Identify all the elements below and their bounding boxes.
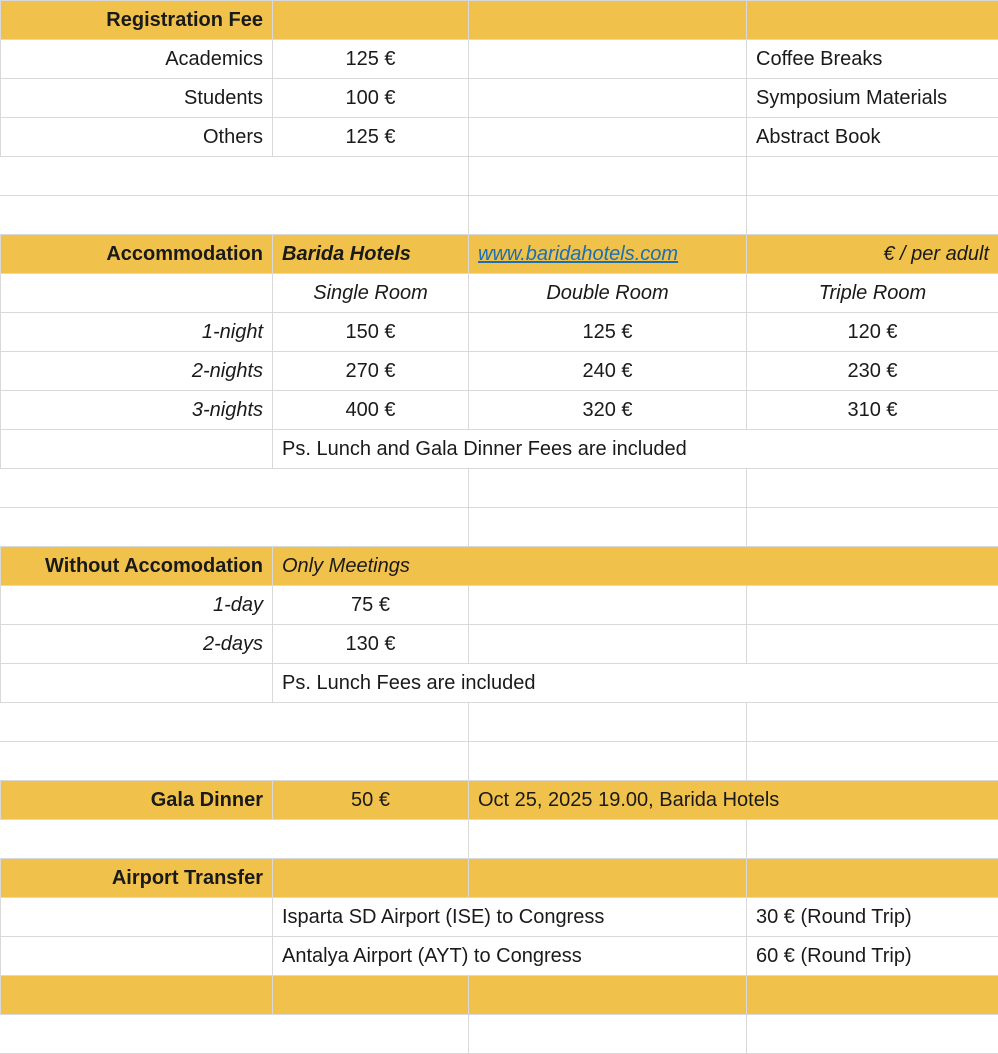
gala-dinner-row: [1, 781, 998, 820]
spacer-cell: [747, 469, 998, 508]
accommodation-column-single: Single Room: [273, 274, 469, 313]
table-row: [1, 313, 998, 352]
registration-price: 125 €: [273, 118, 469, 157]
accommodation-column-double: Double Room: [469, 274, 747, 313]
spacer-cell: [747, 703, 998, 742]
without-accommodation-blank: [469, 586, 747, 625]
accommodation-row-label: 2-nights: [1, 352, 273, 391]
accommodation-double-price: 320 €: [469, 391, 747, 430]
without-accommodation-label: 2-days: [1, 625, 273, 664]
registration-header-cell-4: [747, 1, 998, 40]
without-accommodation-blank: [469, 625, 747, 664]
without-accommodation-header-row: [1, 547, 998, 586]
gala-dinner-details: Oct 25, 2025 19.00, Barida Hotels: [469, 781, 998, 820]
registration-extra: [469, 40, 747, 79]
registration-price: 100 €: [273, 79, 469, 118]
footer-band-row: [1, 976, 998, 1015]
footer-band-cell: [469, 976, 747, 1015]
airport-transfer-route: Antalya Airport (AYT) to Congress: [273, 937, 747, 976]
spacer-cell: [273, 820, 469, 859]
spacer-row: [1, 703, 998, 742]
accommodation-website-text: www.baridahotels.com: [478, 243, 678, 265]
table-row: [1, 625, 998, 664]
table-row: [1, 79, 998, 118]
spacer-cell: [273, 508, 469, 547]
accommodation-triple-price: 120 €: [747, 313, 998, 352]
accommodation-unit: € / per adult: [747, 235, 998, 274]
spacer-cell: [747, 508, 998, 547]
table-row: [1, 586, 998, 625]
table-row: [1, 352, 998, 391]
registration-label: Academics: [1, 40, 273, 79]
without-accommodation-note-blank: [1, 664, 273, 703]
registration-extra: [469, 79, 747, 118]
registration-header-cell-2: [273, 1, 469, 40]
spacer-cell: [1, 820, 273, 859]
spacer-row: [1, 157, 998, 196]
spacer-cell: [469, 820, 747, 859]
accommodation-columns-row: [1, 274, 998, 313]
without-accommodation-note-row: [1, 664, 998, 703]
registration-price: 125 €: [273, 40, 469, 79]
accommodation-note-row: [1, 430, 998, 469]
airport-transfer-header-row: [1, 859, 998, 898]
accommodation-note: Ps. Lunch and Gala Dinner Fees are included: [273, 430, 998, 469]
airport-transfer-title: Airport Transfer: [1, 859, 273, 898]
gala-dinner-price: 50 €: [273, 781, 469, 820]
registration-label: Students: [1, 79, 273, 118]
registration-header-cell-3: [469, 1, 747, 40]
spacer-cell: [1, 469, 273, 508]
without-accommodation-blank: [747, 586, 998, 625]
registration-extra: [469, 118, 747, 157]
spacer-row: [1, 820, 998, 859]
spacer-cell: [747, 1015, 998, 1054]
spacer-cell: [273, 196, 469, 235]
airport-transfer-header-cell-2: [273, 859, 469, 898]
spacer-cell: [1, 196, 273, 235]
spacer-cell: [469, 469, 747, 508]
airport-transfer-route: Isparta SD Airport (ISE) to Congress: [273, 898, 747, 937]
airport-transfer-price: 30 € (Round Trip): [747, 898, 998, 937]
spacer-cell: [1, 742, 273, 781]
spacer-cell: [469, 1015, 747, 1054]
accommodation-hotel: Barida Hotels: [273, 235, 469, 274]
registration-included: Symposium Materials: [747, 79, 998, 118]
spacer-cell: [273, 469, 469, 508]
without-accommodation-note: Ps. Lunch Fees are included: [273, 664, 998, 703]
spacer-row: [1, 196, 998, 235]
spacer-cell: [273, 742, 469, 781]
spacer-cell: [469, 508, 747, 547]
spacer-cell: [747, 157, 998, 196]
accommodation-column-triple: Triple Room: [747, 274, 998, 313]
accommodation-columns-blank: [1, 274, 273, 313]
spacer-cell: [469, 196, 747, 235]
spacer-cell: [273, 703, 469, 742]
airport-transfer-blank: [1, 937, 273, 976]
without-accommodation-label: 1-day: [1, 586, 273, 625]
footer-band-cell: [1, 976, 273, 1015]
accommodation-note-blank: [1, 430, 273, 469]
spacer-row: [1, 508, 998, 547]
table-row: [1, 937, 998, 976]
footer-band-cell: [747, 976, 998, 1015]
registration-header-row: [1, 1, 998, 40]
footer-band-cell: [273, 976, 469, 1015]
accommodation-website-link[interactable]: [469, 235, 747, 274]
without-accommodation-price: 75 €: [273, 586, 469, 625]
spacer-cell: [273, 1015, 469, 1054]
spacer-cell: [1, 157, 273, 196]
airport-transfer-price: 60 € (Round Trip): [747, 937, 998, 976]
accommodation-triple-price: 310 €: [747, 391, 998, 430]
spacer-cell: [747, 820, 998, 859]
airport-transfer-blank: [1, 898, 273, 937]
spacer-row: [1, 742, 998, 781]
registration-label: Others: [1, 118, 273, 157]
table-row: [1, 391, 998, 430]
without-accommodation-price: 130 €: [273, 625, 469, 664]
accommodation-triple-price: 230 €: [747, 352, 998, 391]
table-row: [1, 118, 998, 157]
accommodation-single-price: 400 €: [273, 391, 469, 430]
airport-transfer-header-cell-3: [469, 859, 747, 898]
accommodation-double-price: 240 €: [469, 352, 747, 391]
without-accommodation-title: Without Accomodation: [1, 547, 273, 586]
spacer-cell: [469, 703, 747, 742]
table-row: [1, 898, 998, 937]
spacer-cell: [747, 742, 998, 781]
spacer-cell: [469, 157, 747, 196]
registration-included: Abstract Book: [747, 118, 998, 157]
accommodation-header-row: [1, 235, 998, 274]
accommodation-single-price: 270 €: [273, 352, 469, 391]
accommodation-row-label: 1-night: [1, 313, 273, 352]
spacer-cell: [1, 1015, 273, 1054]
registration-title: Registration Fee: [1, 1, 273, 40]
accommodation-single-price: 150 €: [273, 313, 469, 352]
spacer-cell: [1, 703, 273, 742]
accommodation-title: Accommodation: [1, 235, 273, 274]
gala-dinner-title: Gala Dinner: [1, 781, 273, 820]
accommodation-double-price: 125 €: [469, 313, 747, 352]
airport-transfer-header-cell-4: [747, 859, 998, 898]
spacer-cell: [1, 508, 273, 547]
spacer-row: [1, 1015, 998, 1054]
spacer-row: [1, 469, 998, 508]
spacer-cell: [747, 196, 998, 235]
table-row: [1, 40, 998, 79]
registration-included: Coffee Breaks: [747, 40, 998, 79]
spacer-cell: [469, 742, 747, 781]
without-accommodation-blank: [747, 625, 998, 664]
without-accommodation-subtitle: Only Meetings: [273, 547, 998, 586]
spacer-cell: [273, 157, 469, 196]
accommodation-row-label: 3-nights: [1, 391, 273, 430]
